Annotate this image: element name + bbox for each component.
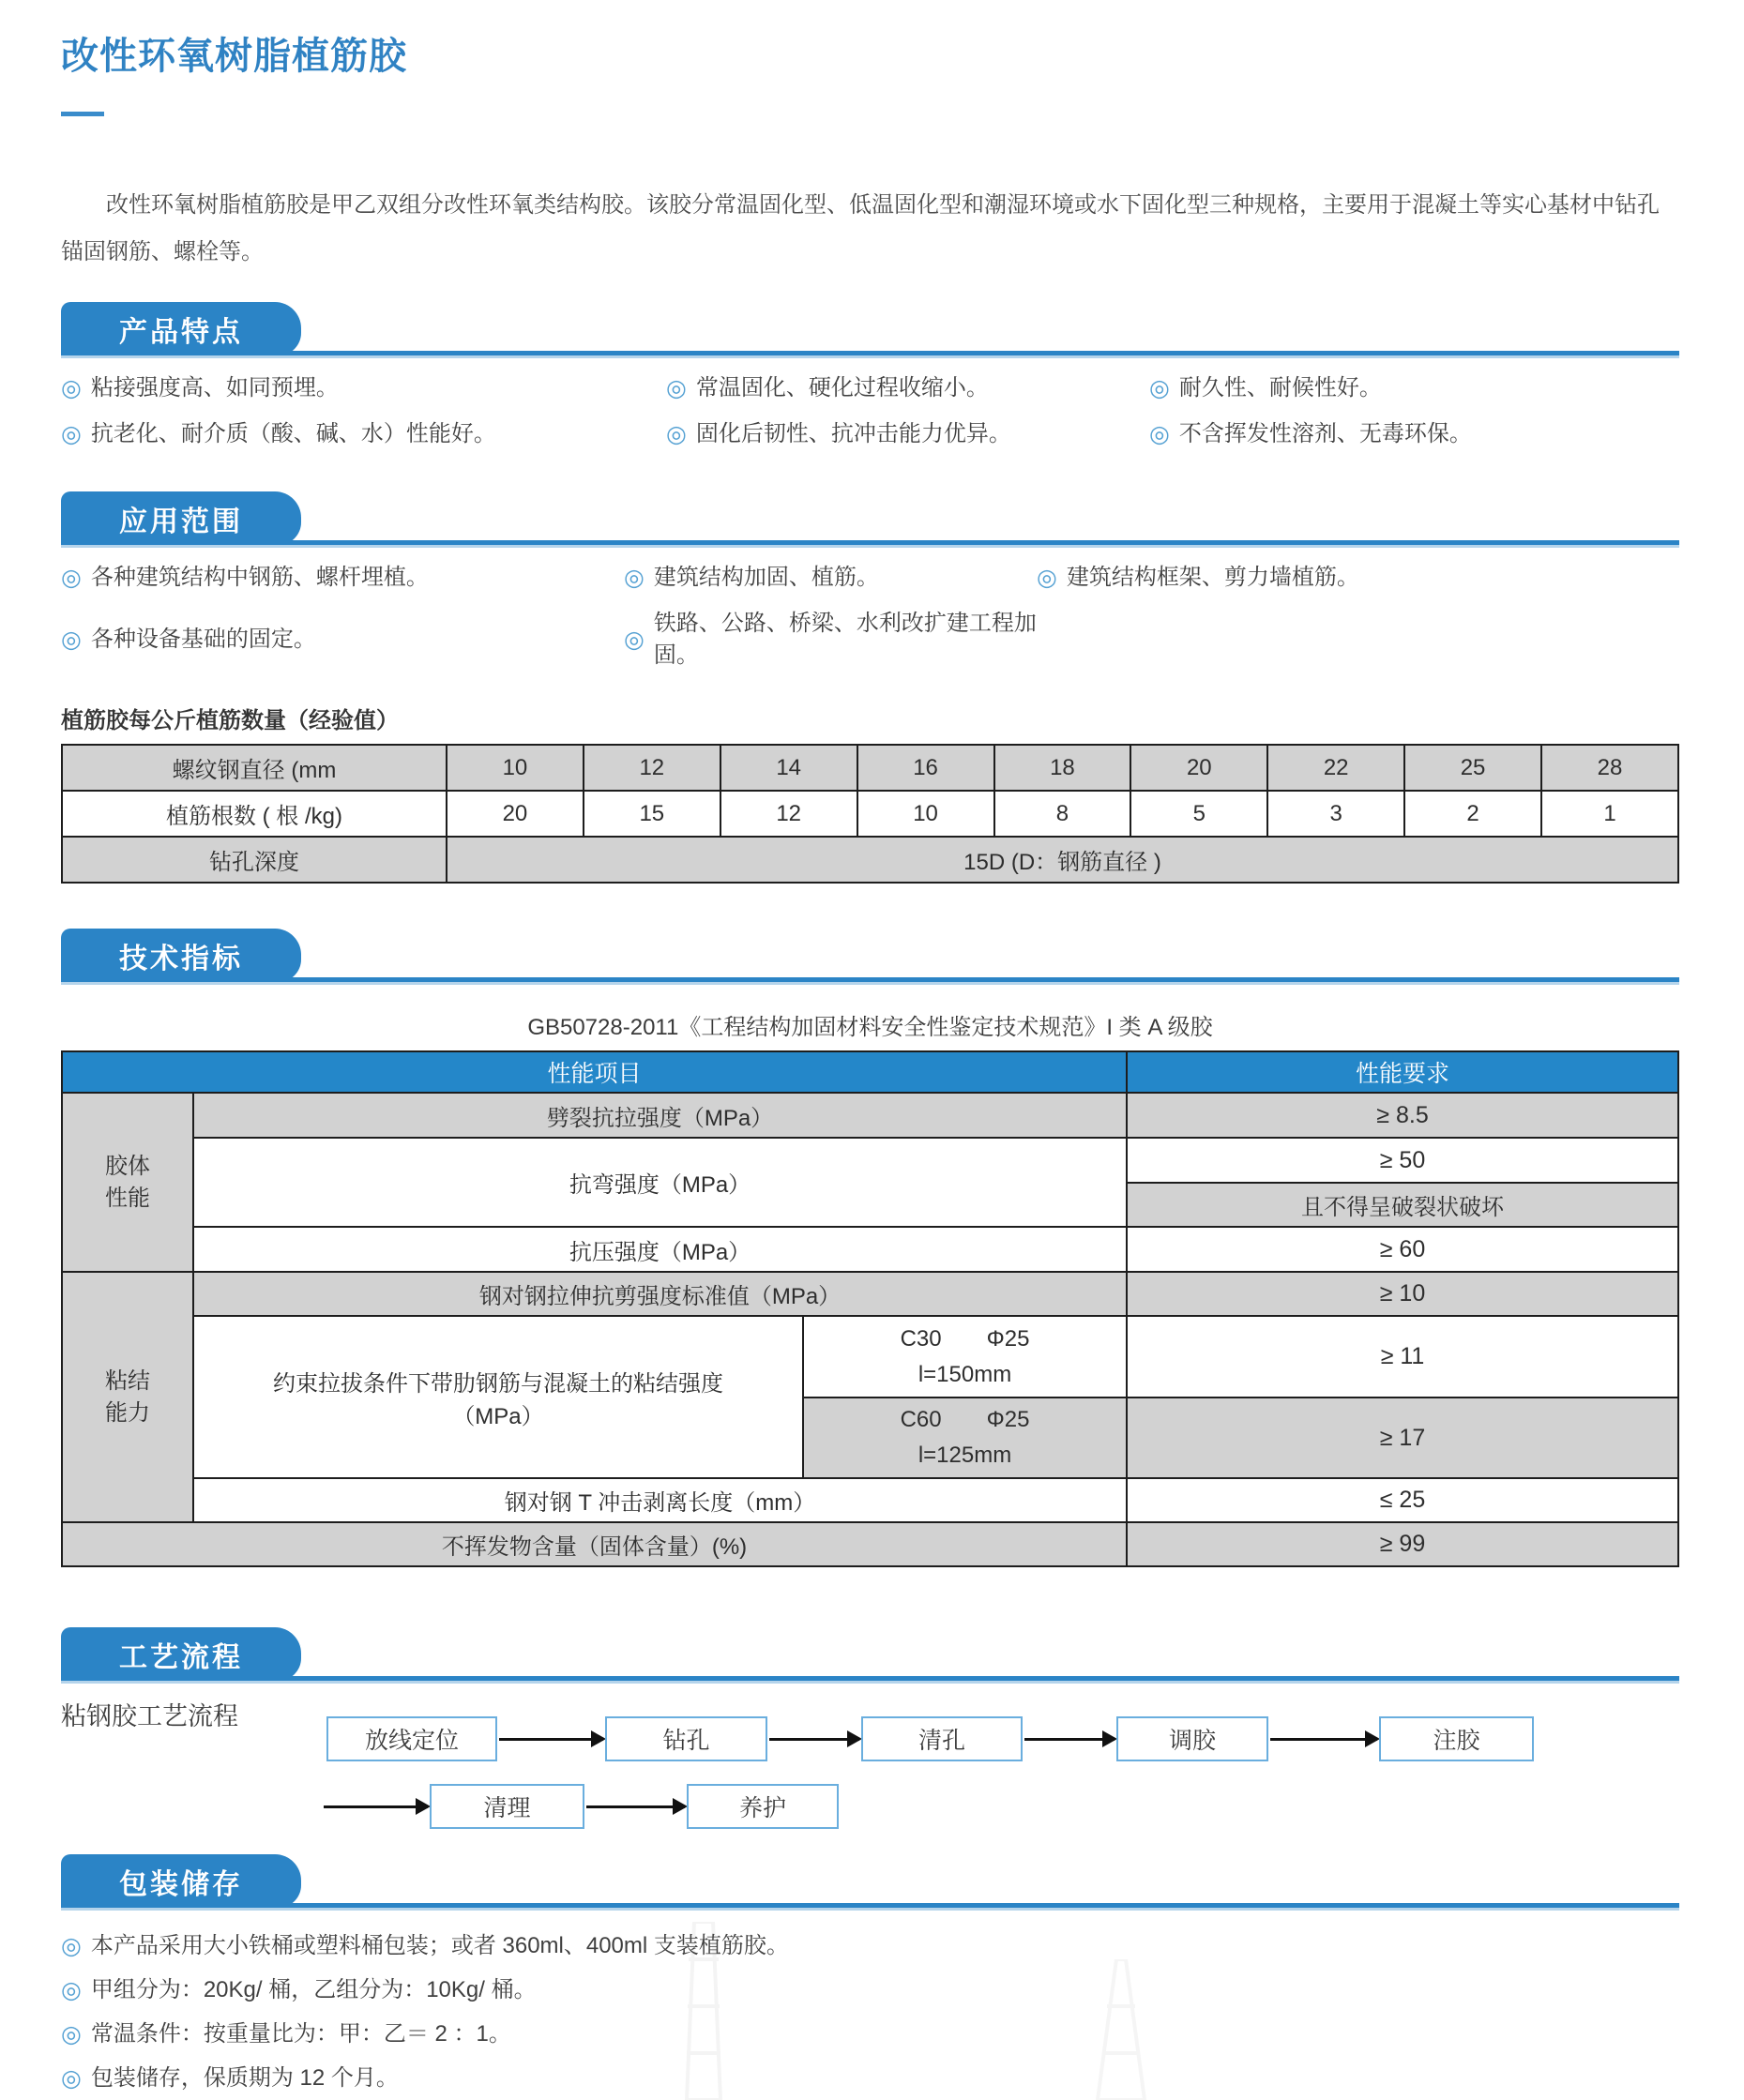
bullet-icon: ◎	[1149, 375, 1170, 401]
table-cell: 10	[857, 791, 994, 837]
table-cell: 25	[1404, 745, 1541, 791]
applications-list	[61, 562, 1679, 672]
list-item	[61, 608, 624, 672]
row-label-cell: 植筋根数 ( 根 /kg)	[62, 791, 447, 837]
section-header-packaging	[61, 1854, 1679, 1908]
list-item-text: 固化后韧性、抗冲击能力优异。	[695, 421, 1011, 446]
list-item	[61, 372, 666, 404]
list-item-text: 耐久性、耐候性好。	[1178, 375, 1382, 400]
process-flowchart	[61, 1693, 1679, 1836]
condition-grade: C30	[900, 1325, 942, 1352]
requirement-cell: ≥ 99	[1127, 1522, 1678, 1566]
intro-paragraph: 改性环氧树脂植筋胶是甲乙双组分改性环氧类结构胶。该胶分常温固化型、低温固化型和潮湿环境或水下固化型三种规格，主要用于混凝土等实心基材中钻孔锚固钢筋、螺栓等。	[61, 192, 1660, 264]
property-cell: 抗弯强度（MPa）	[193, 1138, 1127, 1227]
flow-step-box: 注胶	[1379, 1716, 1534, 1761]
standard-note: GB50728-2011《工程结构加固材料安全性鉴定技术规范》I 类 A 级胶	[527, 1015, 1213, 1040]
row-group-label: 胶体性能	[105, 1153, 150, 1211]
bullet-icon: ◎	[61, 565, 82, 591]
table-cell: 20	[447, 791, 584, 837]
section-rule	[61, 1676, 1679, 1681]
table-header-cell: 性能要求	[1127, 1051, 1678, 1093]
section-header-features	[61, 302, 1679, 355]
requirement-cell: ≥ 17	[1127, 1397, 1678, 1478]
bullet-icon: ◎	[61, 421, 82, 447]
condition-length: l=125mm	[917, 1443, 1012, 1468]
bullet-icon: ◎	[666, 421, 687, 447]
list-item	[61, 418, 666, 450]
bullet-icon: ◎	[624, 627, 645, 653]
list-item	[624, 608, 1037, 672]
bullet-icon: ◎	[666, 375, 687, 401]
requirement-cell: ≤ 25	[1127, 1478, 1678, 1522]
bullet-icon: ◎	[61, 627, 82, 653]
condition-cell	[803, 1316, 1127, 1397]
list-item-text: 常温条件：按重量比为：甲：乙＝ 2 ：1。	[90, 2021, 511, 2047]
table-row	[62, 837, 1678, 883]
list-item-text: 包装储存，保质期为 12 个月。	[90, 2065, 399, 2091]
condition-spec	[804, 1322, 1126, 1357]
bullet-icon: ◎	[61, 2021, 82, 2047]
table-cell: 8	[994, 791, 1131, 837]
flow-step-box: 调胶	[1116, 1716, 1268, 1761]
requirement-cell: ≥ 8.5	[1127, 1093, 1678, 1138]
list-item	[61, 1974, 1679, 2006]
flow-arrow-icon	[769, 1738, 859, 1741]
watermark-tower-icon	[1079, 1959, 1163, 2100]
table-row	[62, 1227, 1678, 1272]
section-rule	[61, 351, 1679, 355]
datasheet-page	[0, 26, 1744, 2100]
rebar-table-title: 植筋胶每公斤植筋数量（经验值）	[61, 708, 399, 733]
list-item-text: 建筑结构加固、植筋。	[653, 565, 879, 590]
flow-step-box: 钻孔	[605, 1716, 767, 1761]
list-item-text: 铁路、公路、桥梁、水利改扩建工程加固。	[653, 611, 1037, 668]
flow-step-box: 清孔	[861, 1716, 1023, 1761]
list-item-text: 常温固化、硬化过程收缩小。	[695, 375, 989, 400]
property-cell: 钢对钢 T 冲击剥离长度（mm）	[193, 1478, 1127, 1522]
section-tab-tech: 技术指标	[61, 929, 301, 982]
requirement-cell: ≥ 50	[1127, 1138, 1678, 1183]
flow-arrow-icon	[499, 1738, 603, 1741]
table-header-cell: 性能项目	[62, 1051, 1127, 1093]
tech-table	[61, 1050, 1679, 1567]
property-cell	[193, 1316, 803, 1478]
list-item	[1149, 418, 1679, 450]
table-cell: 18	[994, 745, 1131, 791]
list-item	[624, 562, 1037, 594]
features-list	[61, 372, 1679, 450]
list-item-text: 抗老化、耐介质（酸、碱、水）性能好。	[90, 421, 496, 446]
list-item-text: 各种建筑结构中钢筋、螺杆埋植。	[90, 565, 429, 590]
title-underline	[61, 112, 104, 116]
table-header-row	[62, 1051, 1678, 1093]
row-label-cell: 螺纹钢直径 (mm	[62, 745, 447, 791]
list-item-text: 本产品采用大小铁桶或塑料桶包装；或者 360ml、400ml 支装植筋胶。	[90, 1933, 789, 1958]
table-row	[62, 745, 1678, 791]
bullet-icon: ◎	[1149, 421, 1170, 447]
section-header-applications	[61, 491, 1679, 545]
packaging-list	[61, 1930, 1679, 2094]
list-item	[666, 372, 1149, 404]
merged-cell: 15D (D：钢筋直径 )	[447, 837, 1678, 883]
flow-step-box: 清理	[430, 1784, 584, 1829]
bullet-icon: ◎	[61, 375, 82, 401]
list-item	[61, 1930, 1679, 1962]
bullet-icon: ◎	[61, 1933, 82, 1959]
list-item-text: 不含挥发性溶剂、无毒环保。	[1178, 421, 1472, 446]
section-header-process	[61, 1627, 1679, 1681]
flow-arrow-icon	[1270, 1738, 1377, 1741]
table-cell: 28	[1541, 745, 1678, 791]
table-row	[62, 1316, 1678, 1397]
section-rule	[61, 1903, 1679, 1908]
requirement-cell: ≥ 60	[1127, 1227, 1678, 1272]
requirement-cell: ≥ 10	[1127, 1272, 1678, 1316]
table-cell: 14	[720, 745, 857, 791]
property-cell: 抗压强度（MPa）	[193, 1227, 1127, 1272]
row-group-cell	[62, 1272, 193, 1522]
bullet-icon: ◎	[1037, 565, 1057, 591]
process-subtitle: 粘钢胶工艺流程	[61, 1702, 238, 1730]
condition-bar: Φ25	[986, 1407, 1030, 1432]
list-item	[61, 562, 624, 594]
table-row	[62, 1138, 1678, 1183]
page-title: 改性环氧树脂植筋胶	[61, 36, 407, 77]
table-row	[62, 1478, 1678, 1522]
table-cell: 12	[584, 745, 720, 791]
requirement-cell: ≥ 11	[1127, 1316, 1678, 1397]
row-group-label: 粘结能力	[105, 1367, 150, 1426]
row-group-cell	[62, 1093, 193, 1272]
bullet-icon: ◎	[61, 1977, 82, 2003]
table-cell: 3	[1267, 791, 1404, 837]
section-tab-process: 工艺流程	[61, 1627, 301, 1681]
requirement-cell: 且不得呈破裂状破坏	[1127, 1183, 1678, 1227]
section-tab-packaging: 包装储存	[61, 1854, 301, 1908]
bullet-icon: ◎	[624, 565, 645, 591]
condition-length: l=150mm	[917, 1361, 1012, 1387]
list-item	[61, 2062, 1679, 2094]
table-row	[62, 1522, 1678, 1566]
table-cell: 2	[1404, 791, 1541, 837]
property-label-line: （MPa）	[452, 1403, 544, 1429]
list-item-text: 粘接强度高、如同预埋。	[90, 375, 339, 400]
property-label-line: 约束拉拔条件下带肋钢筋与混凝土的粘结强度	[273, 1370, 723, 1397]
condition-grade: C60	[900, 1407, 942, 1432]
flow-arrow-icon	[586, 1805, 685, 1808]
list-item-text: 建筑结构框架、剪力墙植筋。	[1066, 565, 1359, 590]
flow-step-box: 养护	[687, 1784, 839, 1829]
condition-bar: Φ25	[986, 1325, 1030, 1352]
table-cell: 5	[1130, 791, 1267, 837]
rebar-table	[61, 744, 1679, 884]
section-tab-features: 产品特点	[61, 302, 301, 355]
table-cell: 16	[857, 745, 994, 791]
list-item	[1037, 562, 1679, 594]
section-rule	[61, 540, 1679, 545]
section-tab-applications: 应用范围	[61, 491, 301, 545]
table-cell: 20	[1130, 745, 1267, 791]
flow-arrow-icon	[1024, 1738, 1115, 1741]
bullet-icon: ◎	[61, 2065, 82, 2092]
list-item	[61, 2018, 1679, 2050]
table-row	[62, 791, 1678, 837]
table-cell: 22	[1267, 745, 1404, 791]
list-item-text: 各种设备基础的固定。	[90, 627, 316, 652]
table-cell: 10	[447, 745, 584, 791]
table-cell: 15	[584, 791, 720, 837]
section-rule	[61, 977, 1679, 982]
table-cell: 1	[1541, 791, 1678, 837]
list-item	[1149, 372, 1679, 404]
row-label-cell: 钻孔深度	[62, 837, 447, 883]
section-header-tech	[61, 929, 1679, 982]
list-item	[666, 418, 1149, 450]
condition-cell	[803, 1397, 1127, 1478]
table-cell: 12	[720, 791, 857, 837]
list-item-text: 甲组分为：20Kg/ 桶，乙组分为：10Kg/ 桶。	[90, 1977, 537, 2002]
property-cell: 不挥发物含量（固体含量）(%)	[62, 1522, 1127, 1566]
flow-step-box: 放线定位	[326, 1716, 497, 1761]
property-cell: 劈裂抗拉强度（MPa）	[193, 1093, 1127, 1138]
table-row	[62, 1272, 1678, 1316]
property-cell: 钢对钢拉伸抗剪强度标准值（MPa）	[193, 1272, 1127, 1316]
condition-spec	[804, 1402, 1126, 1438]
flow-arrow-icon	[324, 1805, 428, 1808]
table-row	[62, 1093, 1678, 1138]
